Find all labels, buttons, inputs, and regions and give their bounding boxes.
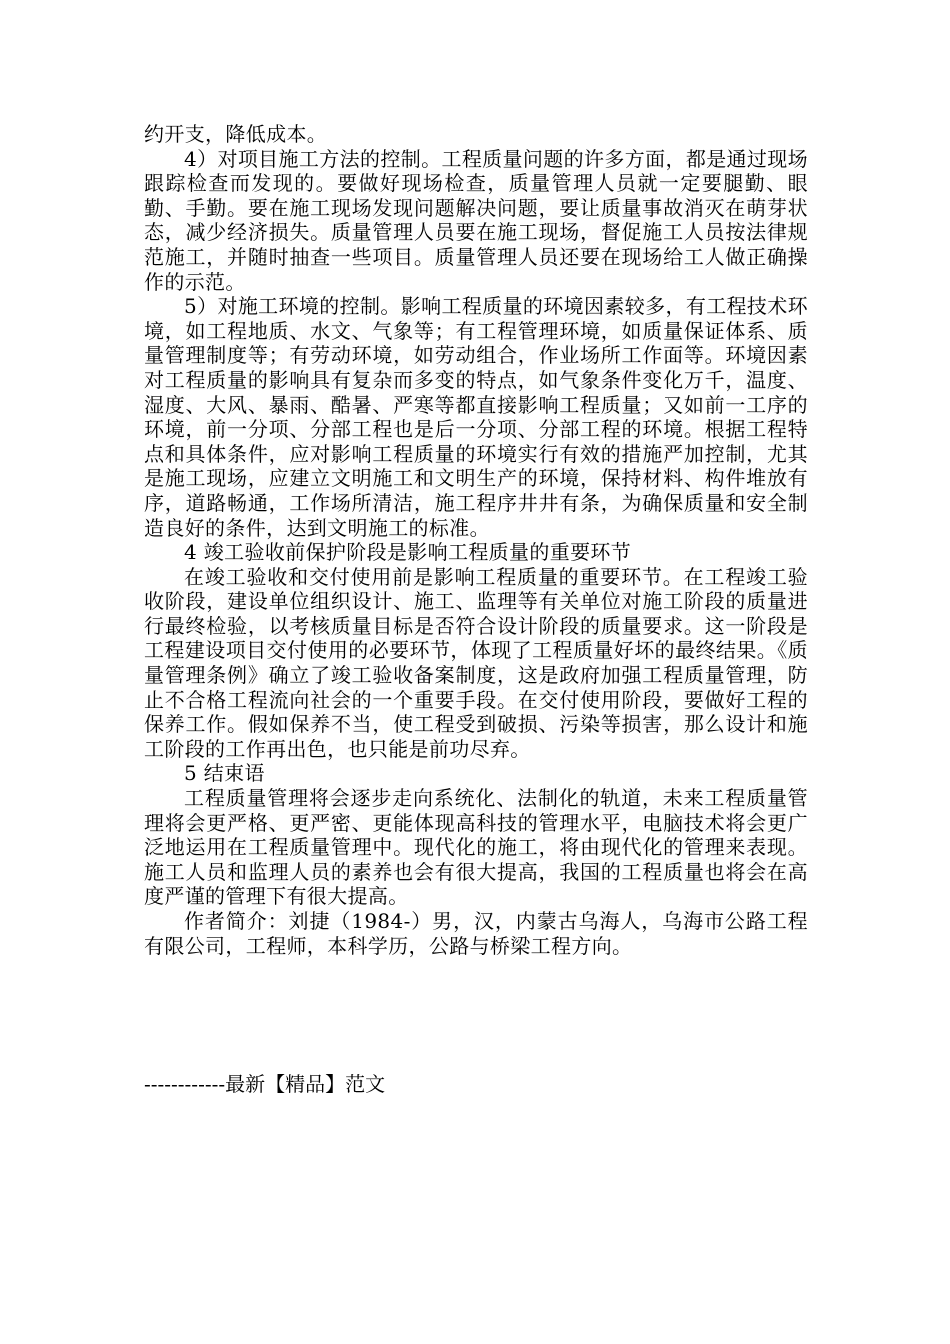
paragraph-environment-control: 5）对施工环境的控制。影响工程质量的环境因素较多，有工程技术环境，如工程地质、水文、气象等；有工程管理环境，如质量保证体系、质量管理制度等；有劳动环境，如劳动组合，作业场所工作面等。环境因素对工程质量的影响具有复杂而多变的特点，如气象条件变化万千，温度、湿度、大风、暴雨、酷暑、严寒等都直接影响工程质量；又如前一工序的环境，前一分项、分部工程也是后一分项、分部工程的环境。根据工程特点和具体条件，应对影响工程质量的环境实行有效的措施严加控制，尤其是施工现场，应建立文明施工和文明生产的环境，保持材料、构件堆放有序，道路畅通，工作场所清洁，施工程序井井有条，为确保质量和安全制造良好的条件，达到文明施工的标准。 (144, 294, 808, 540)
document-body (144, 122, 808, 958)
paragraph-cost-saving: 约开支，降低成本。 (144, 122, 328, 146)
paragraph-acceptance-stage: 在竣工验收和交付使用前是影响工程质量的重要环节。在工程竣工验收阶段，建设单位组织设计、施工、监理等有关单位对施工阶段的质量进行最终检验，以考核质量目标是否符合设计阶段的质量要求。这一阶段是工程建设项目交付使用的必要环节，体现了工程质量好坏的最终结果。《质量管理条例》确立了竣工验收备案制度，这是政府加强工程质量管理，防止不合格工程流向社会的一个重要手段。在交付使用阶段，要做好工程的保养工作。假如保养不当，使工程受到破损、污染等损害，那么设计和施工阶段的工作再出色，也只能是前功尽弃。 (144, 564, 808, 761)
paragraph-conclusion: 工程质量管理将会逐步走向系统化、法制化的轨道，未来工程质量管理将会更严格、更严密、更能体现高科技的管理水平，电脑技术将会更广泛地运用在工程质量管理中。现代化的施工，将由现代化的管理来表现。施工人员和监理人员的素养也会有很大提高，我国的工程质量也将会在高度严谨的管理下有很大提高。 (144, 786, 808, 909)
paragraph-construction-method-control: 4）对项目施工方法的控制。工程质量问题的许多方面，都是通过现场跟踪检查而发现的。要做好现场检查，质量管理人员就一定要腿勤、眼勤、手勤。要在施工现场发现问题解决问题，要让质量事故消灭在萌芽状态，减少经济损失。质量管理人员要在施工现场，督促施工人员按法律规范施工，并随时抽查一些项目。质量管理人员还要在现场给工人做正确操作的示范。 (144, 146, 808, 294)
section-heading-acceptance-protection: 4 竣工验收前保护阶段是影响工程质量的重要环节 (184, 540, 632, 565)
paragraph-author-bio: 作者简介：刘捷（1984-）男，汉，内蒙古乌海人，乌海市公路工程有限公司，工程师，本科学历，公路与桥梁工程方向。 (144, 909, 808, 958)
footer-label: ------------最新【精品】范文 (144, 1072, 386, 1096)
section-heading-conclusion: 5 结束语 (184, 761, 265, 786)
